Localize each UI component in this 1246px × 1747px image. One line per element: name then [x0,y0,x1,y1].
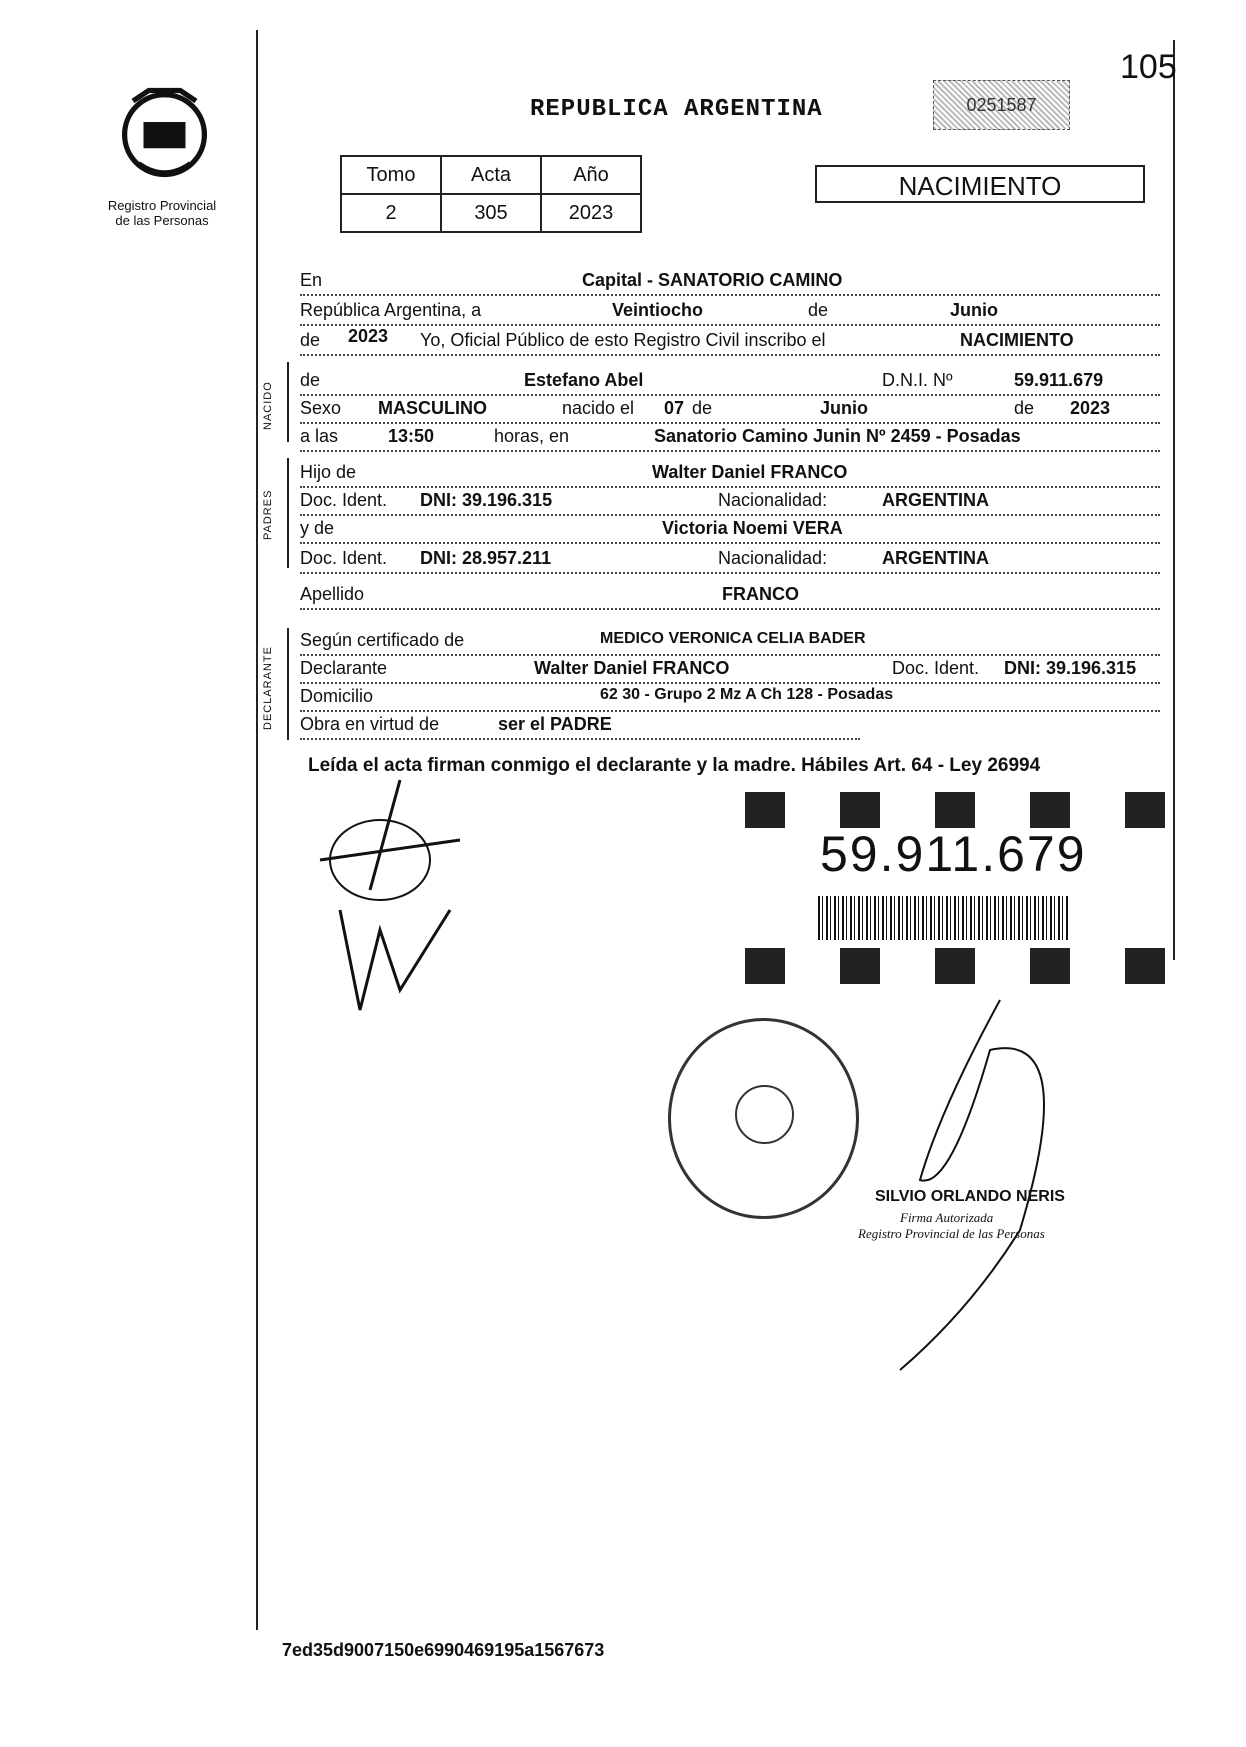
newborn-name: Estefano Abel [524,370,644,390]
declarante-bar [287,628,289,740]
record-type-box: NACIMIENTO [815,165,1145,203]
nacido-de-label: de [300,370,321,390]
security-strip-bottom [725,948,1170,984]
officer-title: Firma Autorizada [900,1210,994,1225]
father-doc: DNI: 39.196.315 [420,490,553,510]
sexo-value: MASCULINO [378,398,487,418]
tomo-value: 2 [341,194,441,232]
year-value: 2023 [348,326,389,346]
id-number: 59.911.679 [820,826,1087,882]
mother-nationality: ARGENTINA [882,548,989,568]
sexo-label: Sexo [300,398,342,418]
birth-month: Junio [820,398,868,418]
obra-line [300,712,860,740]
security-strip-top [725,792,1170,828]
nacido-el-label: nacido el [562,398,635,418]
father-name: Walter Daniel FRANCO [652,462,848,482]
birth-year: 2023 [1070,398,1111,418]
record-table [340,155,642,233]
right-margin-line [1173,40,1175,960]
serial-stamp: 0251587 [933,80,1070,130]
left-margin-line [256,30,258,1630]
day-text: Veintiocho [612,300,704,320]
province-crest-icon [112,80,217,185]
en-label: En [300,270,323,290]
nacido-section-label: NACIDO [262,381,274,430]
declarante-doc: DNI: 39.196.315 [1004,658,1137,678]
domicilio-label: Domicilio [300,686,374,706]
acta-value: 305 [441,194,541,232]
anio-value: 2023 [541,194,641,232]
certificate-value: MEDICO VERONICA CELIA BADER [600,630,866,647]
declarante-label: Declarante [300,658,388,678]
dni-label: D.N.I. Nº [882,370,953,390]
mother-line [300,516,1160,544]
agency-line-2: de las Personas [115,213,209,228]
mother-doc: DNI: 28.957.211 [420,548,552,568]
apellido-label: Apellido [300,584,365,604]
inscription-line [300,328,1160,356]
padres-section-label: PADRES [262,489,274,540]
seal-emblem-icon [735,1085,794,1144]
father-doc-line [300,488,1160,516]
y-de-label: y de [300,518,335,538]
birth-location: Sanatorio Camino Junin Nº 2459 - Posadas [654,426,1021,446]
certificate-line [300,628,1160,656]
doc-label-3: Doc. Ident. [892,658,980,678]
yo-text: Yo, Oficial Público de esto Registro Civil inscribo el [420,330,826,350]
birth-day: 07 [664,398,685,418]
barcode [818,896,1068,940]
nacido-bar [287,362,289,442]
declarante-name: Walter Daniel FRANCO [534,658,730,678]
closing-statement: Leída el acta firman conmigo el declarante y la madre. Hábiles Art. 64 - Ley 26994 [308,755,1041,776]
hijo-label: Hijo de [300,462,357,482]
document-hash: 7ed35d9007150e6990469195a1567673 [282,1640,605,1660]
officer-signature-icon [880,990,1100,1380]
republica-label: República Argentina, a [300,300,482,320]
birth-time: 13:50 [388,426,435,446]
domicilio-value: 62 30 - Grupo 2 Mz A Ch 128 - Posadas [600,686,894,703]
birth-time-line [300,424,1160,452]
place-line [300,268,1160,296]
mother-doc-line [300,546,1160,574]
col-tomo-header: Tomo [341,156,441,194]
declarante-section-label: DECLARANTE [262,646,274,730]
inscribe-type: NACIMIENTO [960,330,1074,350]
country-title: REPUBLICA ARGENTINA [530,96,823,123]
officer-name: SILVIO ORLANDO NERIS [875,1188,1065,1205]
date-line [300,298,1160,326]
de-label-4: de [1014,398,1035,418]
father-line [300,460,1160,488]
father-nationality: ARGENTINA [882,490,989,510]
birth-date-line [300,396,1160,424]
nac-label-2: Nacionalidad: [718,548,828,568]
agency-line-1: Registro Provincial [107,198,217,213]
domicilio-line [300,684,1160,712]
mother-name: Victoria Noemi VERA [662,518,843,538]
month-text: Junio [950,300,998,320]
de-label-3: de [692,398,713,418]
obra-label: Obra en virtud de [300,714,440,734]
agency-name [92,198,232,228]
padres-bar [287,458,289,568]
de-label: de [808,300,829,320]
officer-agency: Registro Provincial de las Personas [858,1226,1045,1241]
horas-label: horas, en [494,426,570,446]
place-value: Capital - SANATORIO CAMINO [582,270,843,290]
nac-label-1: Nacionalidad: [718,490,828,510]
col-acta-header: Acta [441,156,541,194]
obra-value: ser el PADRE [498,714,612,734]
apellido-value: FRANCO [722,584,799,604]
newborn-name-line [300,368,1160,396]
de-label-2: de [300,330,321,350]
declarant-signature-icon [300,770,500,1030]
segun-label: Según certificado de [300,630,465,650]
time-label: a las [300,426,339,446]
col-anio-header: Año [541,156,641,194]
apellido-line [300,582,1160,610]
declarante-line [300,656,1160,684]
newborn-dni: 59.911.679 [1014,370,1104,390]
page-number: 105 [1120,48,1177,86]
doc-label-2: Doc. Ident. [300,548,388,568]
doc-label-1: Doc. Ident. [300,490,388,510]
